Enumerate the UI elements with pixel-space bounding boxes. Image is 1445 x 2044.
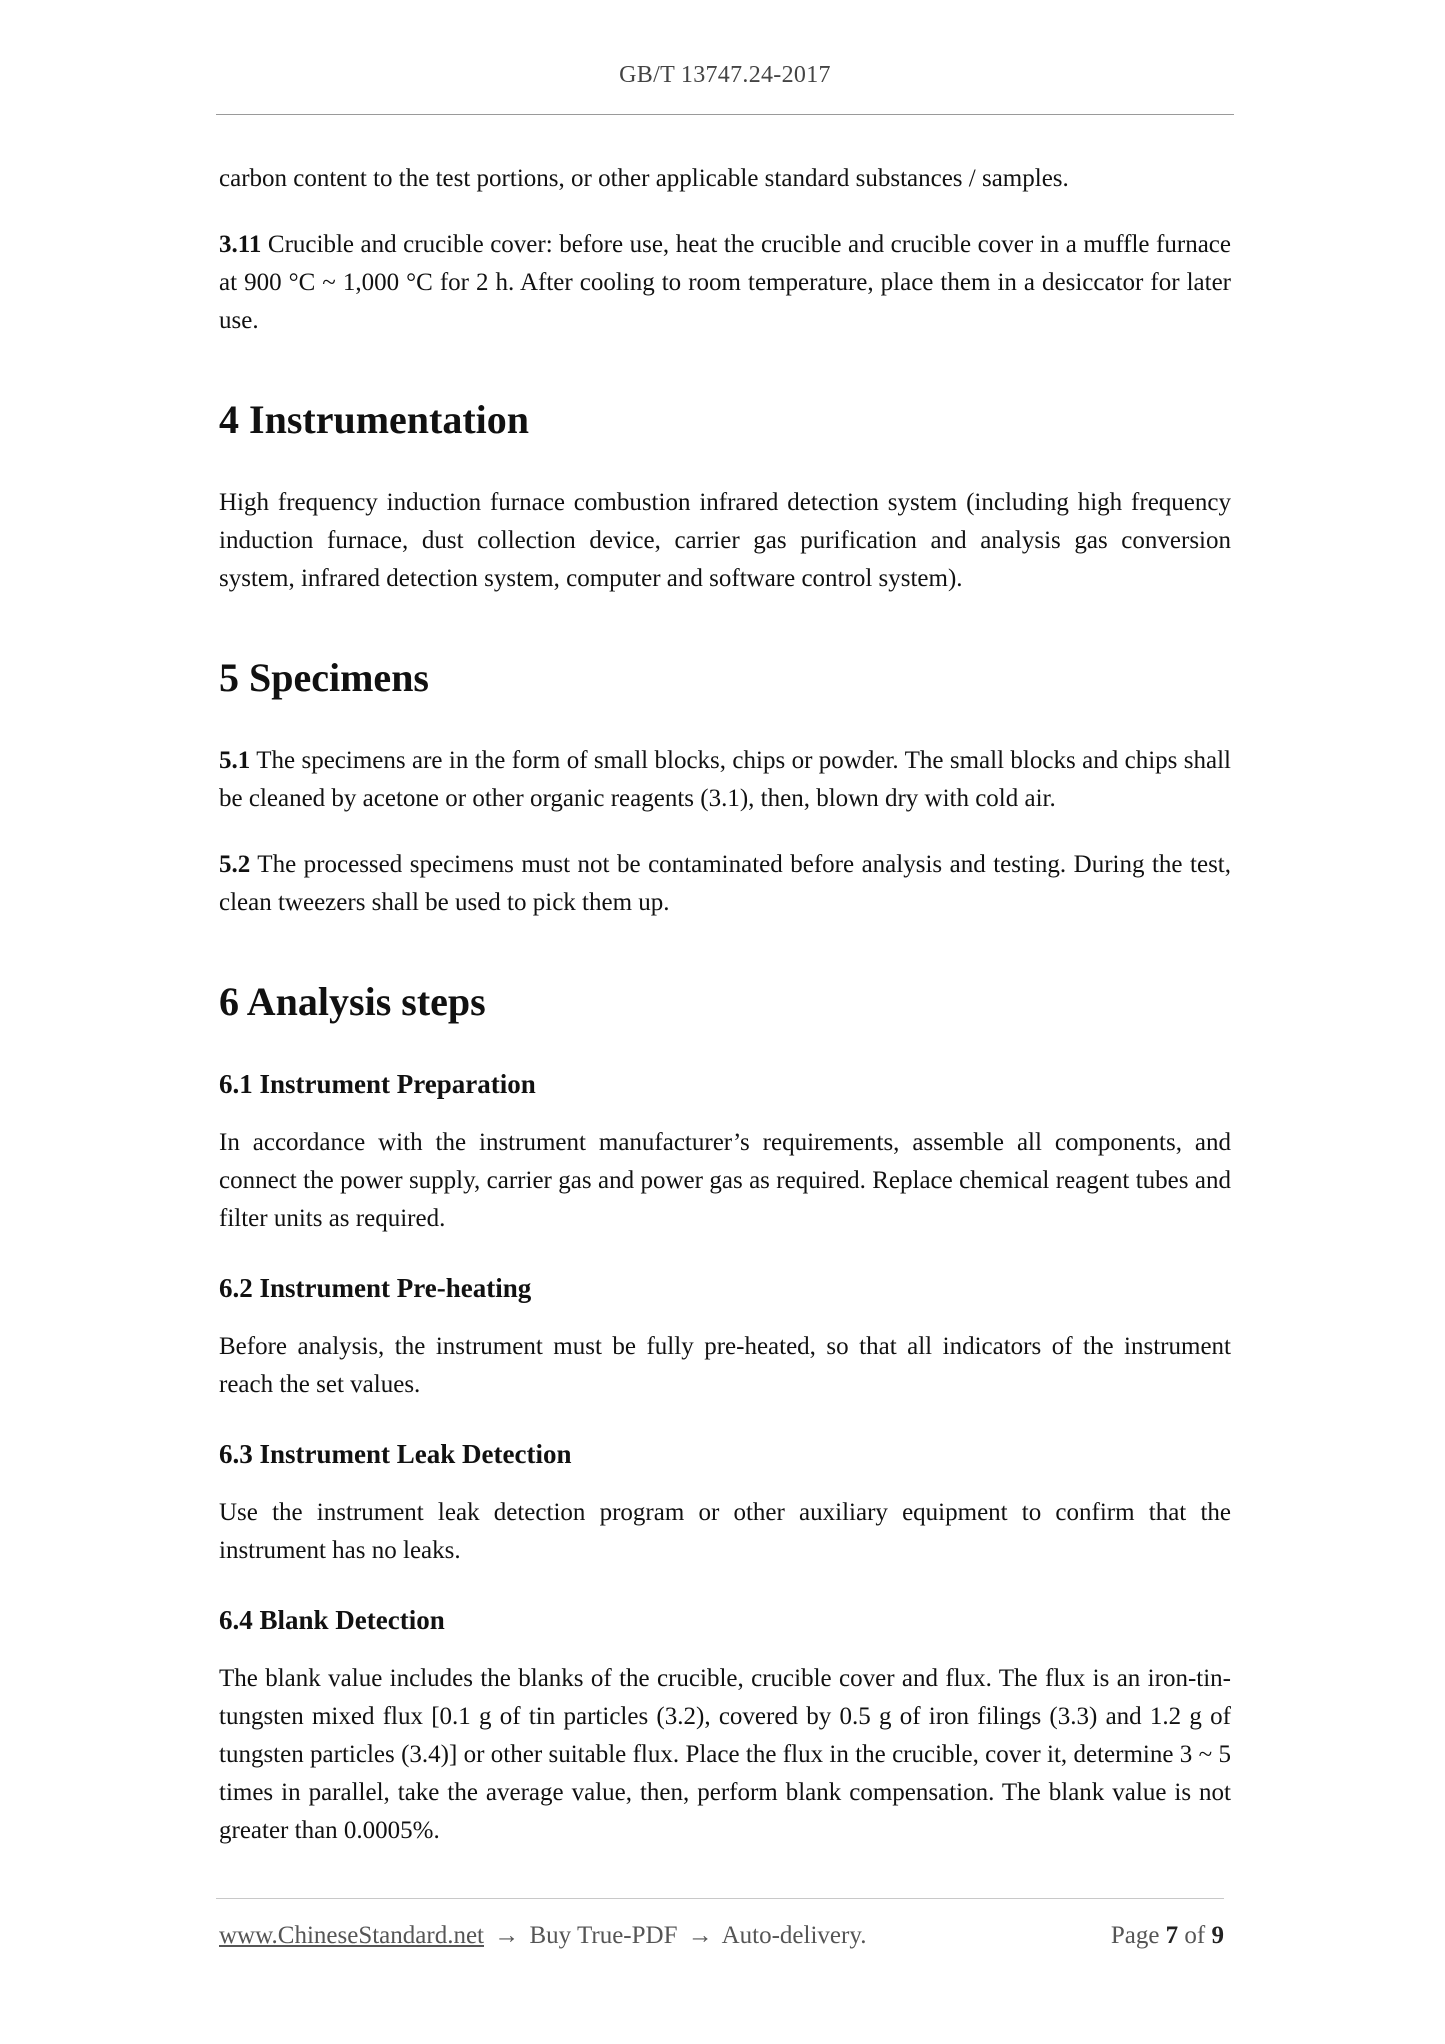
auto-delivery-text: Auto-delivery. <box>721 1922 867 1949</box>
heading-6-2: 6.2 Instrument Pre-heating <box>219 1273 532 1303</box>
heading-6-1: 6.1 Instrument Preparation <box>219 1069 536 1099</box>
footer-promo <box>219 1922 866 1950</box>
clause-number: 5.2 <box>219 851 251 878</box>
site-link[interactable]: www.ChineseStandard.net <box>219 1922 484 1949</box>
paragraph-6-4: The blank value includes the blanks of the crucible, crucible cover and flux. The flux is an iron-tin-tungsten mixed flux [0.1 g of tin particles (3.2), covered by 0.5 g of iron filings (3.3) and 1.2 g of tungsten particles (3.4)] or other suitable flux. Place the flux in the crucible, cover it, determine 3 ~ 5 times in parallel, take the average value, then, perform blank compensation. The blank value is not greater than 0.0005%. <box>219 1665 1231 1844</box>
heading-6-3: 6.3 Instrument Leak Detection <box>219 1439 572 1469</box>
paragraph-6-2: Before analysis, the instrument must be fully pre-heated, so that all indicators of the instrument reach the set values. <box>219 1333 1231 1398</box>
page-total: 9 <box>1211 1922 1224 1949</box>
page-footer <box>219 1922 1224 1950</box>
paragraph-carbon-content: carbon content to the test portions, or other applicable standard substances / samples. <box>219 165 1069 192</box>
of-label: of <box>1184 1922 1206 1949</box>
paragraph-6-3: Use the instrument leak detection program or other auxiliary equipment to confirm that the instrument has no leaks. <box>219 1499 1231 1564</box>
clause-text: The processed specimens must not be contaminated before analysis and testing. During the test, clean tweezers shall be used to pick them up. <box>219 851 1231 916</box>
heading-section-5: 5 Specimens <box>219 655 429 700</box>
paragraph-6-1: In accordance with the instrument manufacturer’s requirements, assemble all components, and connect the power supply, carrier gas and power gas as required. Replace chemical reagent tubes and filter units as required. <box>219 1129 1231 1232</box>
arrow-right-icon: → <box>494 1922 520 1949</box>
footer-divider <box>216 1898 1224 1899</box>
clause-number: 3.11 <box>219 231 262 258</box>
header-divider <box>216 114 1234 115</box>
heading-6-4: 6.4 Blank Detection <box>219 1605 445 1635</box>
heading-section-4: 4 Instrumentation <box>219 397 530 442</box>
clause-number: 5.1 <box>219 747 251 774</box>
clause-text: The specimens are in the form of small blocks, chips or powder. The small blocks and chips shall be cleaned by acetone or other organic reagents (3.1), then, blown dry with cold air. <box>219 747 1231 812</box>
paragraph-5-2 <box>219 846 1231 922</box>
arrow-right-icon: → <box>687 1922 713 1949</box>
page-current: 7 <box>1165 1922 1179 1949</box>
page-label: Page <box>1110 1922 1160 1949</box>
page-indicator <box>1111 1922 1224 1950</box>
clause-text: Crucible and crucible cover: before use, heat the crucible and crucible cover in a muffle furnace at 900 °C ~ 1,000 °C for 2 h. After cooling to room temperature, place them in a desiccator for later use. <box>219 231 1231 334</box>
heading-section-6: 6 Analysis steps <box>219 979 486 1024</box>
document-header: GB/T 13747.24-2017 <box>619 62 831 88</box>
page-body <box>219 160 1231 1878</box>
paragraph-5-1 <box>219 742 1231 818</box>
paragraph-4: High frequency induction furnace combustion infrared detection system (including high frequency induction furnace, dust collection device, carrier gas purification and analysis gas conversion system, infrared detection system, computer and software control system). <box>219 489 1231 592</box>
paragraph-3-11 <box>219 226 1231 340</box>
buy-pdf-text: Buy True-PDF <box>529 1922 678 1949</box>
